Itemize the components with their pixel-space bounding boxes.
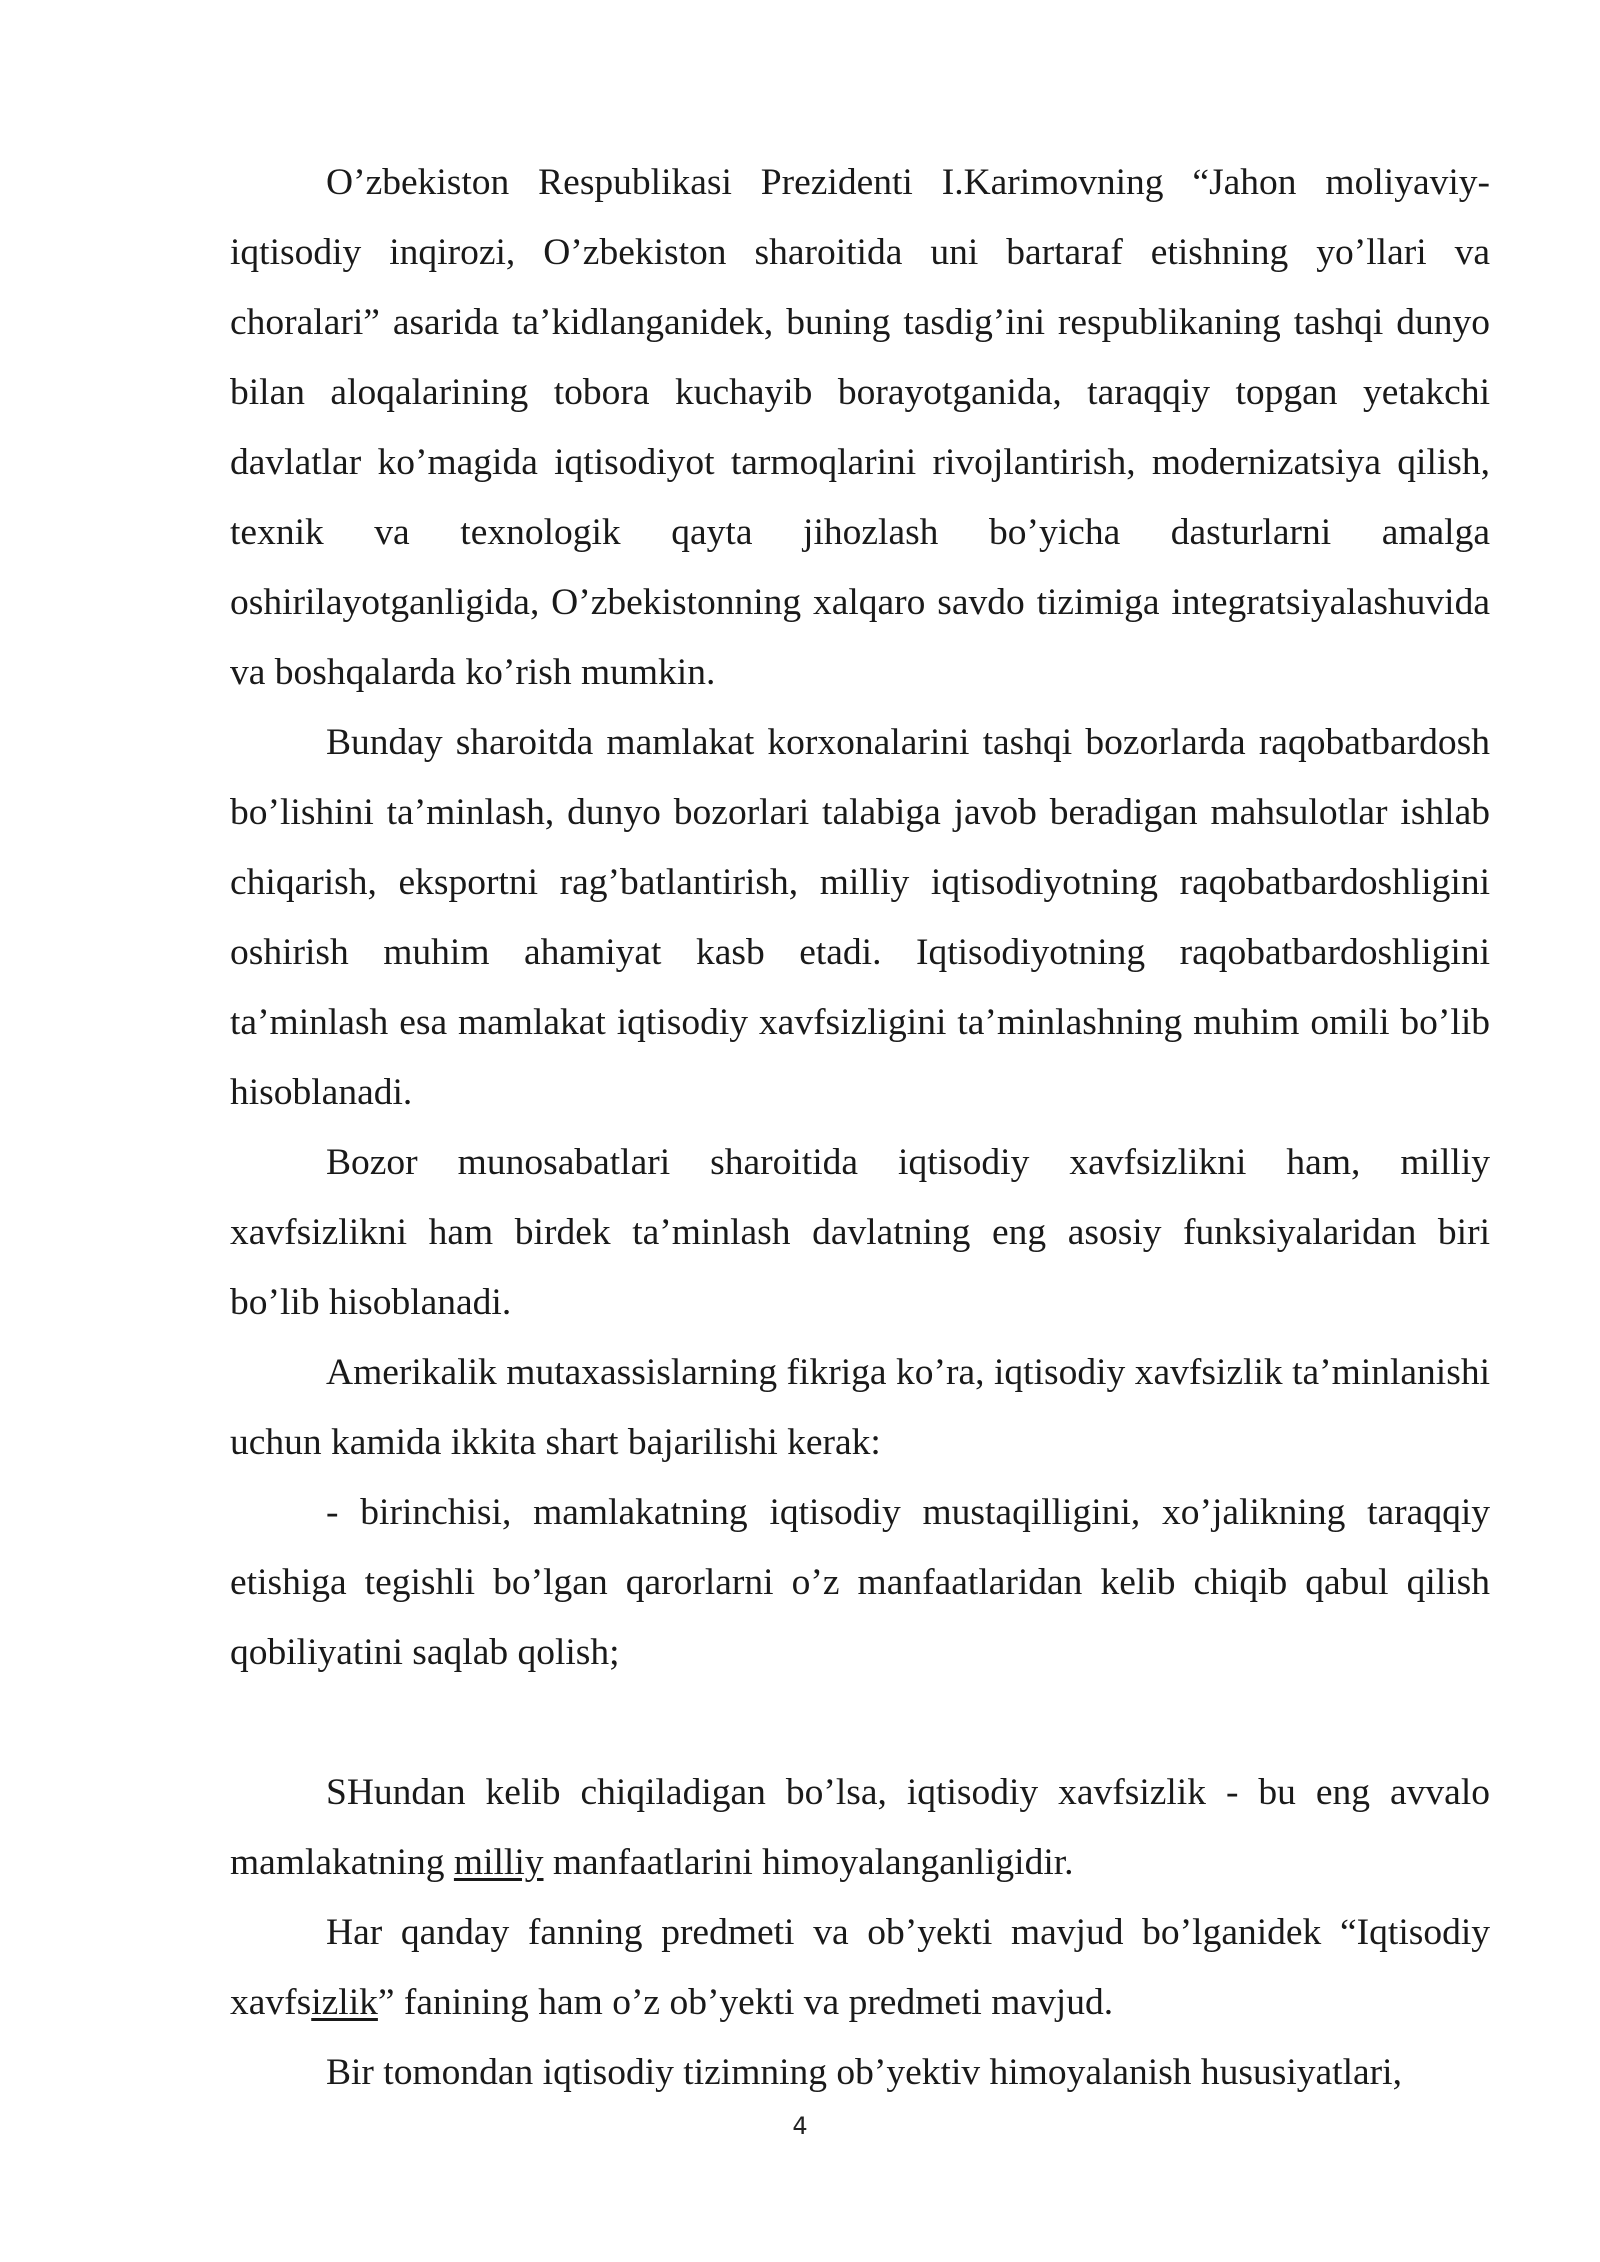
paragraph-4: Amerikalik mutaxassislarning fikriga ko’ra, iqtisodiy xavfsizlik ta’minlanishi uchun kamida ikkita shart bajarilishi kerak: [230,1352,1490,1463]
paragraph-3: Bozor munosabatlari sharoitida iqtisodiy xavfsizlikni ham, milliy xavfsizlikni ham birdek ta’minlash davlatning eng asosiy funksiyalaridan biri bo’lib hisoblanadi. [230,1142,1490,1323]
body-text [230,148,1490,2108]
paragraph-6-text-end: manfaatlarini himoyalanganligidir. [543,1842,1074,1883]
paragraph-7 [230,1898,1490,2038]
paragraph-1: O’zbekiston Respublikasi Prezidenti I.Karimovning “Jahon moliyaviy-iqtisodiy inqirozi, O’zbekiston sharoitida uni bartaraf etishning yo’llari va choralari” asarida ta’kidlanganidek, buning tasdig’ini respublikaning tashqi dunyo bilan aloqalarining tobora kuchayib borayotganida, taraqqiy topgan yetakchi davlatlar ko’magida iqtisodiyot tarmoqlarini rivojlantirish, modernizatsiya qilish, texnik va texnologik qayta jihozlash bo’yicha dasturlarni amalga oshirilayotganligida, O’zbekistonning xalqaro savdo tizimiga integratsiyalashuvida va boshqalarda ko’rish mumkin. [230,162,1490,693]
paragraph-7-text-end: ” fanining ham o’z ob’yekti va predmeti mavjud. [377,1982,1114,2023]
underlined-word-milliy: milliy [453,1842,544,1883]
page-number: 4 [792,2112,808,2140]
paragraph-8: Bir tomondan iqtisodiy tizimning ob’yektiv himoyalanish hususiyatlari, [326,2052,1402,2093]
paragraph-7-text-start: Har qanday fanning predmeti va ob’yekti mavjud bo’lganidek “Iqtisodiy xavfs [230,1912,1490,2023]
paragraph-6-text-start: SHundan kelib chiqiladigan bo’lsa, iqtisodiy xavfsizlik - bu eng avvalo mamlakatning [230,1772,1490,1883]
paragraph-6 [230,1758,1490,1898]
underlined-fragment-izlik: izlik [311,1982,378,2023]
paragraph-2: Bunday sharoitda mamlakat korxonalarini tashqi bozorlarda raqobatbardosh bo’lishini ta’minlash, dunyo bozorlari talabiga javob beradigan mahsulotlar ishlab chiqarish, eksportni rag’batlantirish, milliy iqtisodiyotning raqobatbardoshligini oshirish muhim ahamiyat kasb etadi. Iqtisodiyotning raqobatbardoshligini ta’minlash esa mamlakat iqtisodiy xavfsizligini ta’minlashning muhim omili bo’lib hisoblanadi. [230,722,1490,1113]
list-item-first-condition: - birinchisi, mamlakatning iqtisodiy mustaqilligini, xo’jalikning taraqqiy etishiga tegishli bo’lgan qarorlarni o’z manfaatlaridan kelib chiqib qabul qilish qobiliyatini saqlab qolish; [230,1492,1490,1673]
